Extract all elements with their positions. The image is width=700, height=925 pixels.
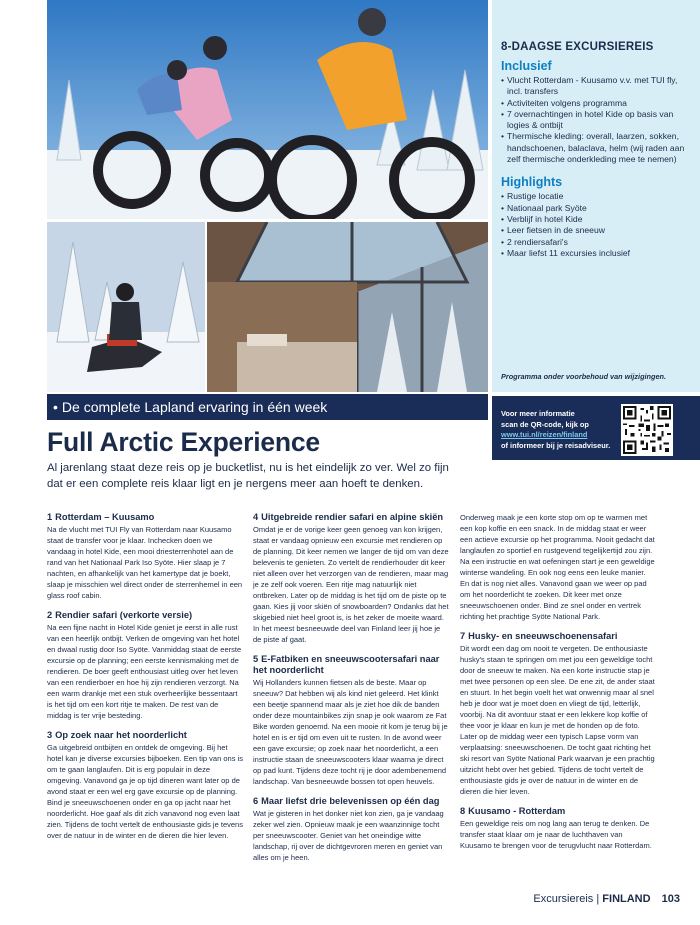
- day-heading: 3 Op zoek naar het noorderlicht: [47, 730, 187, 740]
- footer-separator: |: [596, 893, 600, 905]
- trip-type-heading: 8-DAAGSE EXCURSIEREIS: [501, 41, 654, 53]
- page-number: 103: [661, 893, 680, 905]
- qr-info-box: [492, 396, 700, 460]
- day-heading: 1 Rotterdam – Kuusamo: [47, 512, 155, 522]
- tagline-banner: [47, 394, 488, 420]
- highlights-list: [501, 191, 690, 259]
- qr-line-1: Voor meer informatie: [501, 409, 575, 418]
- list-item: • Leer fietsen in de sneeuw: [501, 225, 690, 236]
- day-heading: 8 Kuusamo - Rotterdam: [460, 806, 566, 816]
- qr-code[interactable]: [621, 404, 673, 456]
- banner-bullet: •: [53, 399, 58, 415]
- qr-line-4: of informeer bij je reisadviseur.: [501, 440, 611, 450]
- column-3: [460, 512, 656, 860]
- list-item: • Activiteiten volgens programma: [501, 98, 690, 109]
- list-item: • Maar liefst 11 excursies inclusief: [501, 248, 690, 259]
- day-text: Onderweg maak je een korte stop om op te warmen met een kop koffie en een snack. In de middag staat er weer een actieve excursie op het programma. Nooit gedacht dat langlaufen zo sportief en rustgevend tegelijkertijd zou zijn. Na een instructie en wat oefeningen start je een geweldige winterse wandeling. En ook nog eens een leuke manier. En dat is nog niet alles. Vanavond gaan we weer op pad om het noorderlicht te zoeken. Dit keer met onze sneeuwschoenen onder. Bind ze snel onder en vertrek richting het prachtige Syöte National Park.: [460, 513, 655, 621]
- day-section: [253, 512, 449, 645]
- column-2: [253, 512, 449, 872]
- day-section: [47, 512, 243, 601]
- day-heading: 6 Maar liefst drie belevenissen op één dag: [253, 796, 440, 806]
- page-title: Full Arctic Experience: [47, 427, 320, 457]
- page-footer: [533, 893, 680, 905]
- day-section: [47, 730, 243, 841]
- day-section: [47, 610, 243, 721]
- day-heading: 2 Rendier safari (verkorte versie): [47, 610, 193, 620]
- day-section: [253, 654, 449, 787]
- list-item: • Rustige locatie: [501, 191, 690, 202]
- intro-text: Al jarenlang staat deze reis op je bucketlist, nu is het eindelijk zo ver. Wel zo fijn dat er een complete reis klaar ligt en je nergens meer aan hoeft te denken.: [47, 462, 449, 490]
- banner-text: De complete Lapland ervaring in één week: [61, 399, 328, 415]
- day-text: Dit wordt een dag om nooit te vergeten. De enthousiaste husky's staan te springen om met jou een geweldige tocht door de sneeuw te maken. Na een korte instructie stap je met twee personen op een slee. De ene zit, de ander staat en stuurt. In het begin voelt het wat onwennig maar al snel heb je door wat je moet doen en vliegt de tijd, letterlijk, voorbij. Na dit avontuur staat er een lekkere kop koffie of thee voor je klaar en kun je met de honden op de foto. Later op de middag weer een typisch Lapse vorm van verplaatsing: sneeuwschoenen. De tocht gaat richting het ski resort van Syöte National Park waarvan je een prachtig uitzicht hebt over het gebied. Tijdens de tocht vertelt de enthousiaste gids je over de natuur in de winter en de dieren die hier leven.: [460, 644, 655, 796]
- list-item: • 7 overnachtingen in hotel Kide op basis van logies & ontbijt: [501, 109, 690, 132]
- footer-country: FINLAND: [602, 893, 651, 905]
- day-text: Na een fijne nacht in Hotel Kide geniet je eerst in alle rust van een heerlijk ontbijt. Verken de omgeving van het hotel en dwaal rustig door Iso Syöte. Vanmiddag staat de eerste excursie op de planning; een eerste kennismaking met de rendieren. De boer geeft enthousiast uitleg over het leven van een rendierboer en hoe hij zijn rendieren verzorgt. Na een warm drankje met een stuk overheerlijke bessentaart is het tijd om een kort ritje te maken. De rest van de middag is ter vrije besteding.: [47, 623, 242, 720]
- day-section: [460, 806, 656, 851]
- list-item: • Vlucht Rotterdam - Kuusamo v.v. met TUI fly, incl. transfers: [501, 75, 690, 98]
- program-note: Programma onder voorbehoud van wijzigingen.: [501, 372, 667, 381]
- day-section-continued: [460, 512, 656, 622]
- day-section: [253, 796, 449, 863]
- day-text: Wij Hollanders kunnen fietsen als de beste. Maar op sneeuw? Dat hebben wij als kind niet geleerd. Het klinkt een beetje spannend maar als je ziet hoe dik de banden onder deze mountainbikes zijn snap je ook waarom ze Fat Bike worden genoemd. Na een mooie rit kom je terug bij je hotel en is er tijd om even uit te rusten. In de avond weer een gave excursie; op zoek naar het noorderlicht, a een instructie staan de sneeuwscooters klaar waarna je direct op pad kunt. Tijdens deze tocht rij je door adembenemend landschap. Van besneeuwde bossen tot open heuvels.: [253, 678, 448, 786]
- list-item: • 2 rendiersafari's: [501, 237, 690, 248]
- day-text: Wat je gisteren in het donker niet kon zien, ga je vandaag zeker wel zien. Opnieuw maak je een waanzinnige tocht per sneeuwscooter. Geniet van het oneindige witte landschap, rij over de dichtgevroren meren en geniet van alles om je heen.: [253, 809, 444, 862]
- day-text: Omdat je er de vorige keer geen genoeg van kon krijgen, staat er vandaag opnieuw een excursie met rendieren op de planning. Dit keer nemen we langer de tijd om van deze belevenis te genieten. Zo vertelt de rendierhouder dit keer niet alleen over het verzorgen van de rendieren, maar mag je ze zelf ook voeren. Een ritje mag natuurlijk niet ontbreken. Later op de middag is het tijd om de piste op te gaan. Kies jij voor skiën of snowboarden? Ondanks dat het skigebied niet heel groot is, is het zeker de moeite waard. In het meest besneeuwde deel van Finland leer jij hoe je de piste af gaat.: [253, 525, 449, 644]
- day-heading: 7 Husky- en sneeuwschoenensafari: [460, 631, 618, 641]
- fatbike-photo: [47, 0, 488, 219]
- day-text: Ga uitgebreid ontbijten en ontdek de omgeving. Bij het hotel kan je diverse excursies bijboeken. Een tip van ons is om te gaan langlaufen. Dit is erg populair in deze omgeving. Vanavond ga je op tijd dineren want later op de avond staat er een wel erg gave excursie op de planning. Bind je sneeuwschoenen onder en ga op jacht naar het noorderlicht. Hoe gaaf als dit zich vanavond nog even laat zien. Tijdens de tocht vertelt de enthousiaste gids je tevens over de natuur in de winter en de dieren die hier leven.: [47, 743, 243, 840]
- inclusive-list: [501, 75, 690, 165]
- snowmobile-photo: [47, 222, 205, 392]
- trip-info-panel: [492, 0, 700, 392]
- day-heading: 5 E-Fatbiken en sneeuwscootersafari naar het noorderlicht: [253, 654, 440, 675]
- column-1: [47, 512, 243, 850]
- inclusive-heading: Inclusief: [501, 59, 552, 73]
- footer-section: Excursiereis: [533, 893, 594, 905]
- day-text: Na de vlucht met TUI Fly van Rotterdam naar Kuusamo staat de transfer voor je klaar. Inchecken doen we vandaag in hotel Kide, een mooi driesterrenhotel aan de rand van het Nationaal Park Iso Syöte. Hier slaap je 7 nachten, en afhankelijk van het kamertype dat je boekt, slaap je misschien wel direct onder de sterrenhemel in een glass roof cabin.: [47, 525, 243, 600]
- list-item: • Verblijf in hotel Kide: [501, 214, 690, 225]
- list-item: • Thermische kleding: overall, laarzen, sokken, handschoenen, balaclava, helm (wij raden aan zelf thermische onderkleding mee te nemen): [501, 131, 690, 165]
- day-heading: 4 Uitgebreide rendier safari en alpine skiën: [253, 512, 444, 522]
- website-link[interactable]: www.tui.nl/reizen/finland: [501, 430, 588, 439]
- qr-line-2: scan de QR-code, kijk op: [501, 419, 589, 429]
- glass-cabin-photo: [207, 222, 488, 392]
- day-text: Een geweldige reis om nog lang aan terug te denken. De transfer staat klaar om je naar de luchthaven van Kuusamo te brengen voor de terugvlucht naar Rotterdam.: [460, 819, 652, 850]
- highlights-heading: Highlights: [501, 175, 563, 190]
- list-item: • Nationaal park Syöte: [501, 203, 690, 214]
- day-section: [460, 631, 656, 797]
